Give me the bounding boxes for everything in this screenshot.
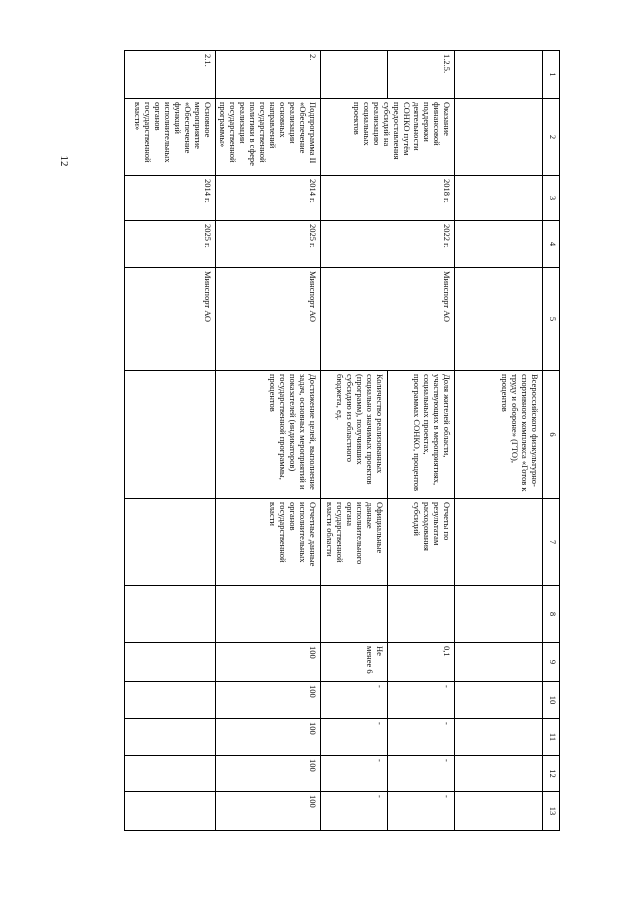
table-row <box>388 51 455 831</box>
column-header: 4 <box>543 221 560 268</box>
page-number: 12 <box>58 155 70 167</box>
cell-col9 <box>125 643 216 682</box>
cell-end-year: 2022 г. <box>321 221 455 268</box>
cell-col12 <box>455 756 543 792</box>
cell-number <box>321 51 388 99</box>
cell-col10 <box>455 682 543 719</box>
cell-number: 2. <box>216 51 321 99</box>
cell-col8 <box>216 586 321 643</box>
cell-source: Отчеты по результатам расходования субсидий <box>388 499 455 586</box>
cell-col11 <box>125 719 216 756</box>
cell-event-name <box>455 99 543 176</box>
cell-col12: - <box>388 756 455 792</box>
cell-col11: 100 <box>216 719 321 756</box>
cell-event-name: Оказание финансовой поддержки деятельности СОНКО путём предоставления субсидий на реализацию социальных проектов <box>321 99 455 176</box>
column-header: 3 <box>543 176 560 221</box>
cell-start-year: 2014 г. <box>216 176 321 221</box>
indicator-table-rotated <box>105 50 560 830</box>
cell-col9 <box>455 643 543 682</box>
cell-col13 <box>455 792 543 831</box>
header-row <box>543 51 560 831</box>
cell-col10: 100 <box>216 682 321 719</box>
column-header: 7 <box>543 499 560 586</box>
cell-col9: Не менее 6 <box>321 643 388 682</box>
cell-event-name: Основное мероприятие «Обеспечение функций исполнительных органов государственной власти» <box>125 99 216 176</box>
cell-col13: - <box>321 792 388 831</box>
cell-executor <box>455 268 543 371</box>
cell-indicator: Доля жителей области, участвующих в мероприятиях, социальных проектах, программах СОНКО, процентов <box>388 371 455 499</box>
cell-end-year: 2025 г. <box>216 221 321 268</box>
column-header: 5 <box>543 268 560 371</box>
cell-col13 <box>125 792 216 831</box>
cell-col8 <box>455 586 543 643</box>
column-header: 8 <box>543 586 560 643</box>
indicator-table <box>124 50 560 831</box>
column-header: 1 <box>543 51 560 99</box>
cell-executor: Минспорт АО <box>216 268 321 371</box>
table-row <box>455 51 543 831</box>
cell-col10: - <box>388 682 455 719</box>
cell-end-year <box>455 221 543 268</box>
cell-source: Официальные данные исполнительного органа государственной власти области <box>321 499 388 586</box>
cell-col8 <box>125 586 216 643</box>
cell-event-name: Подпрограмма II «Обеспечение реализации основных направлений государственной политики в сфере реализации государственной программы» <box>216 99 321 176</box>
cell-col8 <box>321 586 388 643</box>
cell-col9: 100 <box>216 643 321 682</box>
cell-col10 <box>125 682 216 719</box>
cell-col10: - <box>321 682 388 719</box>
cell-start-year <box>455 176 543 221</box>
table-row <box>125 51 216 831</box>
column-header: 12 <box>543 756 560 792</box>
cell-number <box>455 51 543 99</box>
cell-indicator <box>125 371 216 499</box>
cell-end-year: 2025 г. <box>125 221 216 268</box>
cell-col12: - <box>321 756 388 792</box>
cell-col13: 100 <box>216 792 321 831</box>
cell-col13: - <box>388 792 455 831</box>
cell-col11: - <box>388 719 455 756</box>
column-header: 9 <box>543 643 560 682</box>
table-row <box>216 51 321 831</box>
cell-indicator: Достижение целей, выполнение задач, основных мероприятий и показателей (индикаторов) государственной программы, процентов <box>216 371 321 499</box>
cell-source: Отчетные данные исполнительных органов государственной власти <box>216 499 321 586</box>
cell-col11 <box>455 719 543 756</box>
cell-number: 1.2.5. <box>388 51 455 99</box>
cell-executor: Минспорт АО <box>125 268 216 371</box>
cell-indicator: Всероссийского физкультурно-спортивного комплекса «Готов к труду и обороне» (ГТО), процентов <box>455 371 543 499</box>
cell-executor: Минспорт АО <box>321 268 455 371</box>
cell-source <box>125 499 216 586</box>
column-header: 13 <box>543 792 560 831</box>
column-header: 11 <box>543 719 560 756</box>
cell-col12 <box>125 756 216 792</box>
cell-col11: - <box>321 719 388 756</box>
cell-indicator: Количество реализованных социально значимых проектов (программ), получивших субсидию из областного бюджета, ед. <box>321 371 388 499</box>
column-header: 10 <box>543 682 560 719</box>
cell-source <box>455 499 543 586</box>
cell-start-year: 2014 г. <box>125 176 216 221</box>
cell-number: 2.1. <box>125 51 216 99</box>
cell-col9: 0,1 <box>388 643 455 682</box>
cell-start-year: 2018 г. <box>321 176 455 221</box>
cell-col12: 100 <box>216 756 321 792</box>
cell-col8 <box>388 586 455 643</box>
column-header: 6 <box>543 371 560 499</box>
column-header: 2 <box>543 99 560 176</box>
